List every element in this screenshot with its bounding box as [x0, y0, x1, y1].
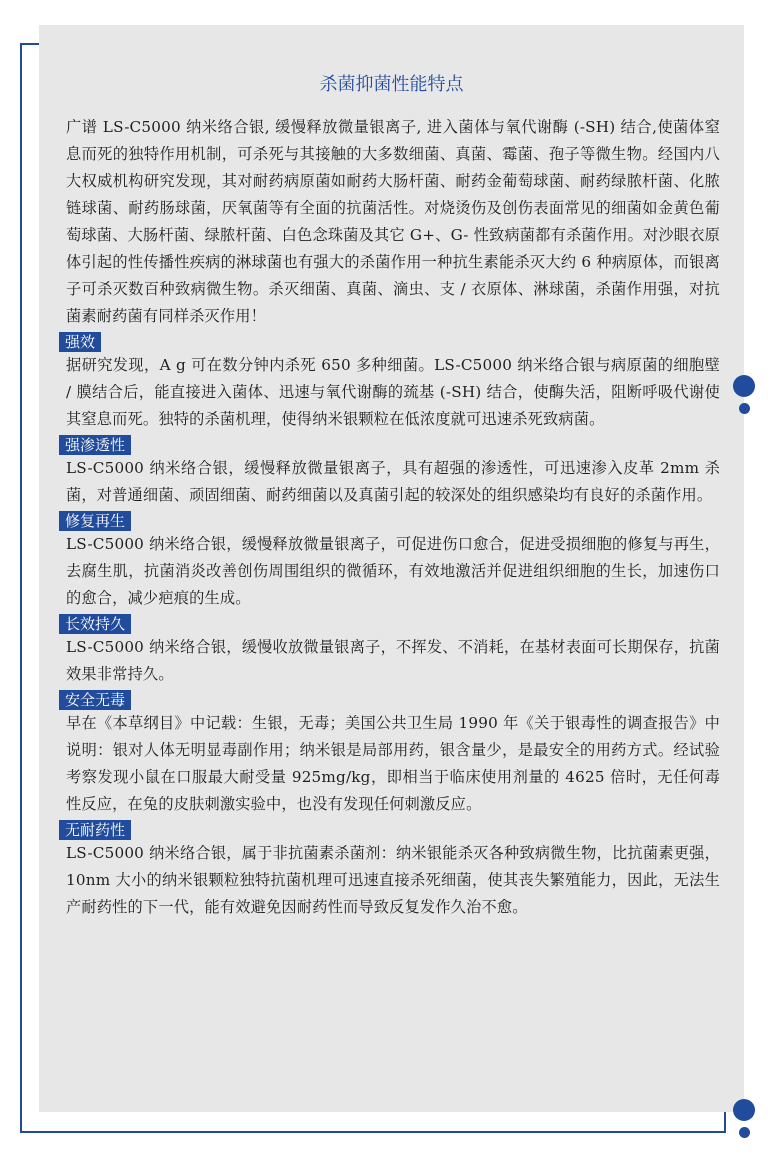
frame-corner-right — [724, 1112, 726, 1133]
section-text: 早在《本草纲目》中记载：生银，无毒；美国公共卫生局 1990 年《关于银毒性的调查报告》中说明：银对人体无明显毒副作用；纳米银是局部用药，银含量少，是最安全的用药方式。经试验考察发现小鼠在口服最大耐受量 925mg/kg，即相当于临床使用剂量的 4625 倍时，无任何毒性反应，在兔的皮肤刺激实验中，也没有发现任何刺激反应。 — [66, 714, 720, 813]
intro-paragraph: 广谱 LS-C5000 纳米络合银, 缓慢释放微量银离子, 进入菌体与氧代谢酶 (-SH) 结合,使菌体窒息而死的独特作用机制，可杀死与其接触的大多数细菌、真菌、霉菌、孢子等微生物。经国内八大权威机构研究发现，其对耐药病原菌如耐药大肠杆菌、耐药金葡萄球菌、耐药绿脓杆菌、化脓链球菌、耐药肠球菌，厌氧菌等有全面的抗菌活性。对烧烫伤及创伤表面常见的细菌如金黄色葡萄球菌、大肠杆菌、绿脓杆菌、白色念珠菌及其它 G+、G- 性致病菌都有杀菌作用。对沙眼衣原体引起的性传播性疾病的淋球菌也有强大的杀菌作用一种抗生素能杀灭大约 6 种病原体，而银离子可杀灭数百种致病微生物。杀灭细菌、真菌、滴虫、支 / 衣原体、淋球菌，杀菌作用强，对抗菌素耐药菌有同样杀灭作用！ — [66, 118, 720, 325]
frame-corner-top — [20, 43, 39, 45]
frame-line-bottom — [20, 1131, 726, 1133]
section-text: 据研究发现，A g 可在数分钟内杀死 650 多种细菌。LS-C5000 纳米络合银与病原菌的细胞壁 / 膜结合后，能直接进入菌体、迅速与氧代谢酶的巯基 (-SH) 结合，使酶失活，阻断呼吸代谢使其窒息而死。独特的杀菌机理，使得纳米银颗粒在低浓度就可迅速杀死致病菌。 — [66, 356, 720, 428]
section-no-resistance — [66, 818, 720, 921]
section-text: LS-C5000 纳米络合银，属于非抗菌素杀菌剂：纳米银能杀灭各种致病微生物，比抗菌素更强，10nm 大小的纳米银颗粒独特抗菌机理可迅速直接杀死细菌，使其丧失繁殖能力，因此，无法生产耐药性的下一代，能有效避免因耐药性而导致反复发作久治不愈。 — [66, 844, 720, 916]
section-heading: 强渗透性 — [59, 435, 131, 455]
section-safety — [66, 688, 720, 818]
content-panel — [39, 25, 744, 1112]
section-heading: 安全无毒 — [59, 690, 131, 710]
section-heading: 强效 — [59, 332, 101, 352]
section-repair — [66, 509, 720, 612]
section-heading: 长效持久 — [59, 614, 131, 634]
decor-dot-large — [733, 1099, 755, 1121]
section-long-lasting — [66, 612, 720, 688]
frame-line-left — [20, 43, 22, 1133]
section-penetration — [66, 433, 720, 509]
section-text: LS-C5000 纳米络合银，缓慢释放微量银离子，可促进伤口愈合，促进受损细胞的修复与再生，去腐生肌，抗菌消炎改善创伤周围组织的微循环，有效地激活并促进组织细胞的生长，加速伤口的愈合，减少疤痕的生成。 — [66, 535, 720, 607]
section-heading: 修复再生 — [59, 511, 131, 531]
decor-dot-small — [739, 1127, 750, 1138]
page-title: 杀菌抑菌性能特点 — [319, 74, 464, 95]
decor-dot-large — [733, 375, 755, 397]
section-text: LS-C5000 纳米络合银，缓慢收放微量银离子，不挥发、不消耗，在基材表面可长期保存，抗菌效果非常持久。 — [66, 638, 720, 683]
section-heading: 无耐药性 — [59, 820, 131, 840]
section-text: LS-C5000 纳米络合银，缓慢释放微量银离子，具有超强的渗透性，可迅速渗入皮革 2mm 杀菌，对普通细菌、顽固细菌、耐药细菌以及真菌引起的较深处的组织感染均有良好的杀菌作用。 — [66, 459, 720, 504]
decor-dot-small — [739, 403, 750, 414]
section-potency — [66, 330, 720, 433]
article-body — [66, 114, 720, 921]
